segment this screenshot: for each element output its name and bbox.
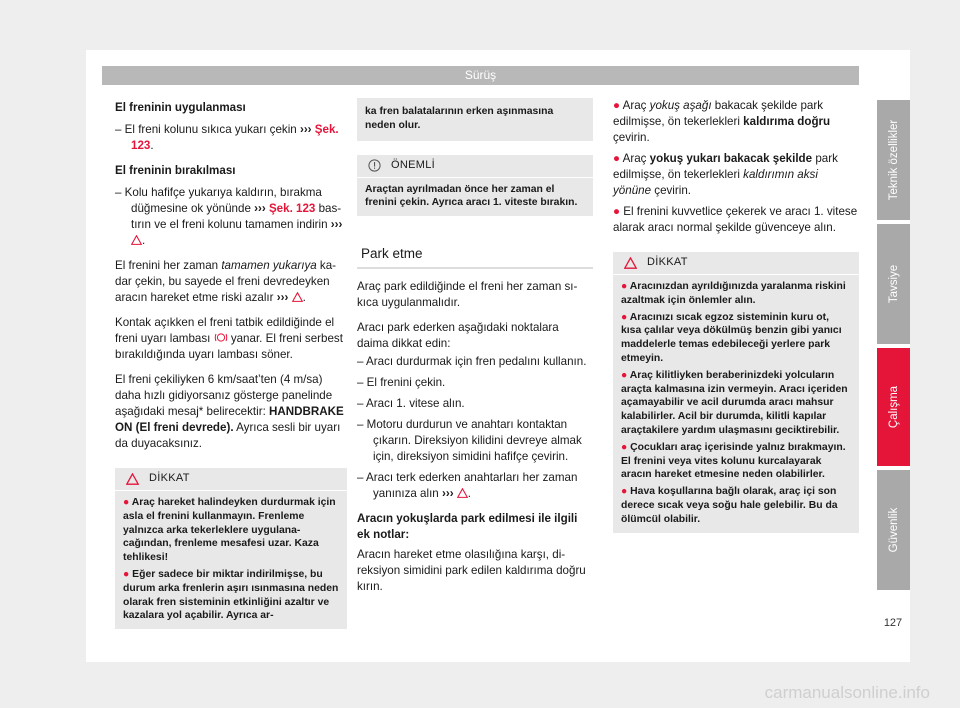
note-box-title: ÖNEMLİ (391, 158, 435, 171)
heading-use: El freninin uygulanması (115, 101, 246, 114)
release-step: – Kolu hafifçe yukarıya kaldırın, bırakma düğmesine ok yönünde ››› Şek. 123 bastırın ve el freni kolunu tamamen indirin ››› . (115, 186, 343, 247)
warning-icon (126, 473, 139, 485)
heading-slope: Aracın yokuşlarda park edilmesi ile ilgili ek notlar: (357, 512, 578, 542)
tab-calisma[interactable]: Çalışma (877, 348, 910, 466)
note-box (357, 155, 593, 217)
tab-teknik-ozellikler[interactable]: Teknik özellikler (877, 100, 910, 220)
column-2 (357, 98, 593, 595)
warning-item: ● Eğer sadece bir miktar indirilmişse, bu durum arka frenlerin aşırı ısınmasına neden olarak fren sisteminin etkinliğini azaltır ve kazalara yol açabilir. Ayrıca ar- (123, 568, 339, 622)
paragraph-always-full: El frenini her zaman tamamen yukarıya kadar çekin, bu sayede el freni devredeyken aracın hareket etme riski azalır ››› . (115, 259, 337, 304)
park-step: – Motoru durdurun ve anahtarı kontaktan çıkarın. Direksiyon kilidini devreye almak için, direksiyon simidini hafifçe çevirin. (357, 418, 582, 464)
paragraph-speed-message: El freni çekiliyken 6 km/saat’ten (4 m/sa) daha hızlı gidiyorsanız gösterge panelinde aşağıdaki mesaj* belirecektir: HANDBRAKE ON (El freni devrede). Ayrıca sesli bir uyarı da duyacaksınız. (115, 373, 344, 450)
warning-icon (457, 488, 468, 498)
slope-bullet: ● El frenini kuvvetlice çekerek ve aracı 1. vitese alarak aracı normal şekilde güvenceye alın. (613, 205, 858, 234)
fig-link-123[interactable]: Şek. 123 (131, 123, 339, 152)
paragraph-warning-lamp: Kontak açıkken el freni tatbik edildiğinde el freni uyarı lambası yanar. El freni serbest bırakıldığında uyarı lambası söner. (115, 316, 343, 361)
tab-tavsiye[interactable]: Tavsiye (877, 224, 910, 344)
warning-item: ● Araç kilitliyken beraberinizdeki yolcuların araçta kalmasına izin vermeyin. Aracı içeriden açamayabilir ve acil durumda aracı mahsur kalabilirler. Acil bir durumda, kilitli kapılar araçtakilere yardım ulaşmasını geciktirebilir. (621, 369, 848, 436)
warning-item: ● Aracınızı sıcak egzoz sisteminin kuru ot, kısa çalılar veya dökülmüş benzin gibi yanıcı maddelerle temas edebileceği yerlere park etmeyin. (621, 311, 842, 364)
note-text: Araçtan ayrılmadan önce her zaman el frenini çekin. Ayrıca aracı 1. viteste bırakın. (365, 183, 578, 209)
warning-box-title: DİKKAT (647, 256, 688, 269)
slope-paragraph: Aracın hareket etme olasılığına karşı, direksiyon simidini park edilen kaldırıma doğru kırın. (357, 548, 586, 594)
warning-box-2 (613, 252, 859, 533)
fig-link-123-b[interactable]: Şek. 123 (265, 202, 316, 215)
warning-item: ● Çocukları araç içerisinde yalnız bırakmayın. El frenini veya vites kolunu kurcalayarak aracın hareket etmesine neden olabilirler. (621, 441, 846, 481)
column-1 (115, 100, 347, 629)
warning-icon (292, 292, 303, 302)
warning-box-header (115, 468, 347, 491)
watermark: carmanualsonline.info (764, 683, 930, 702)
warning-box-title: DİKKAT (149, 472, 190, 485)
warning-item: ● Araç hareket halindeyken durdurmak için asla el frenini kullanmayın. Frenleme yalnızca arka tekerleklere uygulanacağından, frenleme mesafesi uzar. Kaza tehlikesi! (123, 497, 336, 564)
warning-item: ● Aracınızdan ayrıldığınızda yaralanma riskini azaltmak için önlemler alın. (621, 281, 846, 306)
page-header: Sürüş (102, 66, 859, 85)
park-step: – Aracı durdurmak için fren pedalını kullanın. (357, 355, 587, 369)
warning-icon (624, 257, 637, 269)
slope-bullet: ● Araç yokuş yukarı bakacak şekilde park edilmişse, ön tekerlekleri kaldırımın aksi yönüne çevirin. (613, 152, 838, 197)
page-number: 127 (883, 617, 903, 629)
park-step: – Aracı 1. vitese alın. (357, 397, 465, 411)
column-3 (613, 98, 859, 533)
heading-release: El freninin bırakılması (115, 164, 236, 177)
note-box-header (357, 155, 593, 178)
use-step: – El freni kolunu sıkıca yukarı çekin ››› Şek. 123. (115, 123, 339, 152)
warning-icon (131, 235, 142, 245)
brake-lamp-icon (214, 332, 228, 343)
park-step: – Aracı terk ederken anahtarları her zaman yanınıza alın ››› . (357, 471, 578, 501)
tab-guvenlik[interactable]: Güvenlik (877, 470, 910, 590)
info-circle-icon (368, 159, 381, 172)
park-paragraph-2: Aracı park ederken aşağıdaki noktalara daima dikkat edin: (357, 321, 559, 351)
slope-bullet: ● Araç yokuş aşağı bakacak şekilde park edilmişse, ön tekerlekleri kaldırıma doğru çevirin. (613, 99, 831, 144)
warning-box (115, 468, 347, 629)
warning-box-continued: ka fren balatalarının erken aşınmasına neden olur. (357, 98, 593, 141)
park-paragraph-1: Araç park edildiğinde el freni her zaman sıkıca uygulanmalıdır. (357, 280, 578, 310)
warning-item: ● Hava koşullarına bağlı olarak, araç içi son derece sıcak veya soğu hale gelebilir. Bu da ölümcül olabilir. (621, 486, 838, 525)
section-title-park: Park etme (357, 240, 593, 269)
park-step: – El frenini çekin. (357, 376, 446, 390)
warning-box-header (613, 252, 859, 275)
